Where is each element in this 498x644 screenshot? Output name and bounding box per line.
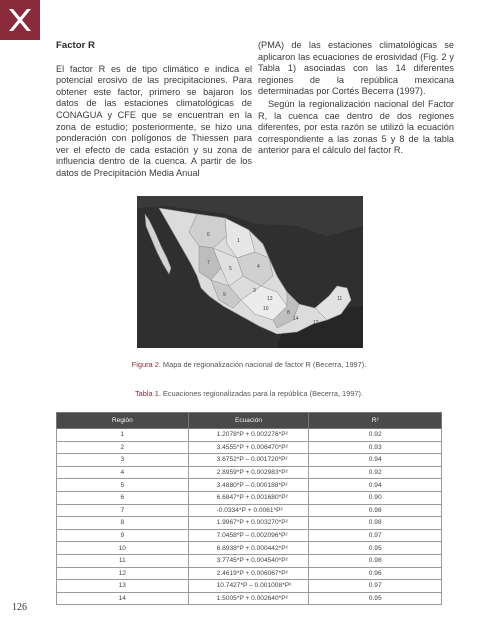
table-header-row xyxy=(57,413,442,429)
table-row xyxy=(57,454,442,467)
region-cell: 7 xyxy=(57,504,189,517)
region-label: 12 xyxy=(313,320,319,326)
r2-cell: 0.95 xyxy=(309,542,442,555)
table-row xyxy=(57,429,442,442)
paragraph: Según la regionalización nacional del Factor R, la cuenca cae dentro de dos regiones diferentes, por esta razón se utilizó la ecuación correspondiente a las zonas 5 y 8 de la tabla anterior para el cálculo del factor R. xyxy=(258,98,454,156)
region-cell: 3 xyxy=(57,454,189,467)
paragraph: (PMA) de las estaciones climatológicas se aplicaron las ecuaciones de erosividad (Fig. 2 y Tabla 1) asociadas con las 14 diferentes regiones de la república mexicana determinadas por Cortés Becerra (1997). xyxy=(258,40,454,97)
table-row xyxy=(57,529,442,542)
r2-cell: 0.90 xyxy=(309,491,442,504)
left-column xyxy=(56,40,252,180)
r2-cell: 0.94 xyxy=(309,454,442,467)
equation-cell: 7.0458*P – 0.002096*P² xyxy=(188,529,309,542)
r2-cell: 0.97 xyxy=(309,580,442,593)
region-label: 3 xyxy=(253,288,256,294)
region-cell: 12 xyxy=(57,567,189,580)
table-row xyxy=(57,567,442,580)
region-label: 1 xyxy=(237,238,240,244)
figure-caption-text: . Mapa de regionalización nacional de factor R (Becerra, 1997). xyxy=(158,360,367,369)
region-label: 8 xyxy=(287,310,290,316)
header-region: Región xyxy=(57,413,189,429)
region-label: 7 xyxy=(207,260,210,266)
table-row xyxy=(57,479,442,492)
table-row xyxy=(57,554,442,567)
equation-cell: -0.0334*P + 0.0061*P² xyxy=(188,504,309,517)
region-label: 10 xyxy=(263,306,269,312)
region-cell: 14 xyxy=(57,592,189,605)
section-title: Factor R xyxy=(56,40,95,51)
region-label: 6 xyxy=(207,232,210,238)
equation-cell: 2.4619*P + 0.006067*P² xyxy=(188,567,309,580)
right-column xyxy=(258,40,454,157)
region-map xyxy=(137,196,363,348)
equation-cell: 3.4880*P – 0.000188*P² xyxy=(188,479,309,492)
region-cell: 6 xyxy=(57,491,189,504)
equation-cell: 1.2078*P + 0.002276*P² xyxy=(188,429,309,442)
x-logo-icon xyxy=(0,0,40,40)
table-label: Tabla 1 xyxy=(134,389,159,398)
equation-cell: 2.8959*P + 0.002983*P² xyxy=(188,466,309,479)
r2-cell: 0.96 xyxy=(309,567,442,580)
equation-cell: 6.6847*P + 0.001680*P² xyxy=(188,491,309,504)
region-cell: 1 xyxy=(57,429,189,442)
region-label: 9 xyxy=(223,292,226,298)
table-row xyxy=(57,580,442,593)
page-number: 126 xyxy=(12,602,27,613)
region-label: 14 xyxy=(293,316,299,322)
region-cell: 13 xyxy=(57,580,189,593)
table-row xyxy=(57,466,442,479)
table-row xyxy=(57,542,442,555)
region-cell: 5 xyxy=(57,479,189,492)
region-cell: 11 xyxy=(57,554,189,567)
table-row xyxy=(57,517,442,530)
region-label: 5 xyxy=(229,266,232,272)
r2-cell: 0.92 xyxy=(309,466,442,479)
table-caption-text: . Ecuaciones regionalizadas para la república (Becerra, 1997). xyxy=(158,389,364,398)
region-cell: 10 xyxy=(57,542,189,555)
r2-cell: 0.93 xyxy=(309,441,442,454)
paragraph: El factor R es de tipo climático e indica el potencial erosivo de las precipitaciones. Para obtener este factor, primero se bajaron los datos de las estaciones climatológicas de CONAGUA y CFE que se encuentran en la zona de estudio; posteriormente, se hizo una ponderación con polígonos de Thiessen para ver el efecto de cada estación y su zona de influencia dentro de la cuenca. A partir de los datos de Precipitación Media Anual xyxy=(56,63,252,178)
equation-cell: 10.7427*P – 0.001008*P² xyxy=(188,580,309,593)
figure-label: Figura 2 xyxy=(131,360,159,369)
r2-cell: 0.97 xyxy=(309,529,442,542)
region-cell: 8 xyxy=(57,517,189,530)
figure-caption xyxy=(0,360,498,369)
equation-cell: 3.7745*P + 0.004540*P² xyxy=(188,554,309,567)
table-row xyxy=(57,441,442,454)
header-r2: R² xyxy=(309,413,442,429)
table-row xyxy=(57,491,442,504)
table-caption xyxy=(0,389,498,398)
equation-cell: 3.6752*P – 0.001720*P² xyxy=(188,454,309,467)
r2-cell: 0.98 xyxy=(309,504,442,517)
equation-cell: 1.9967*P + 0.003270*P² xyxy=(188,517,309,530)
equation-cell: 3.4555*P + 0.006470*P² xyxy=(188,441,309,454)
r2-cell: 0.92 xyxy=(309,429,442,442)
equation-cell: 1.5005*P + 0.002640*P² xyxy=(188,592,309,605)
table-row xyxy=(57,504,442,517)
region-cell: 2 xyxy=(57,441,189,454)
region-label: 11 xyxy=(337,296,343,302)
r2-cell: 0.94 xyxy=(309,479,442,492)
r2-cell: 0.95 xyxy=(309,592,442,605)
header-equation: Ecuación xyxy=(188,413,309,429)
r2-cell: 0.98 xyxy=(309,517,442,530)
equation-cell: 6.8938*P + 0.000442*P² xyxy=(188,542,309,555)
equations-table xyxy=(56,412,442,605)
r2-cell: 0.98 xyxy=(309,554,442,567)
region-cell: 4 xyxy=(57,466,189,479)
region-label: 4 xyxy=(257,264,260,270)
region-cell: 9 xyxy=(57,529,189,542)
table-row xyxy=(57,592,442,605)
region-label: 13 xyxy=(267,296,273,302)
